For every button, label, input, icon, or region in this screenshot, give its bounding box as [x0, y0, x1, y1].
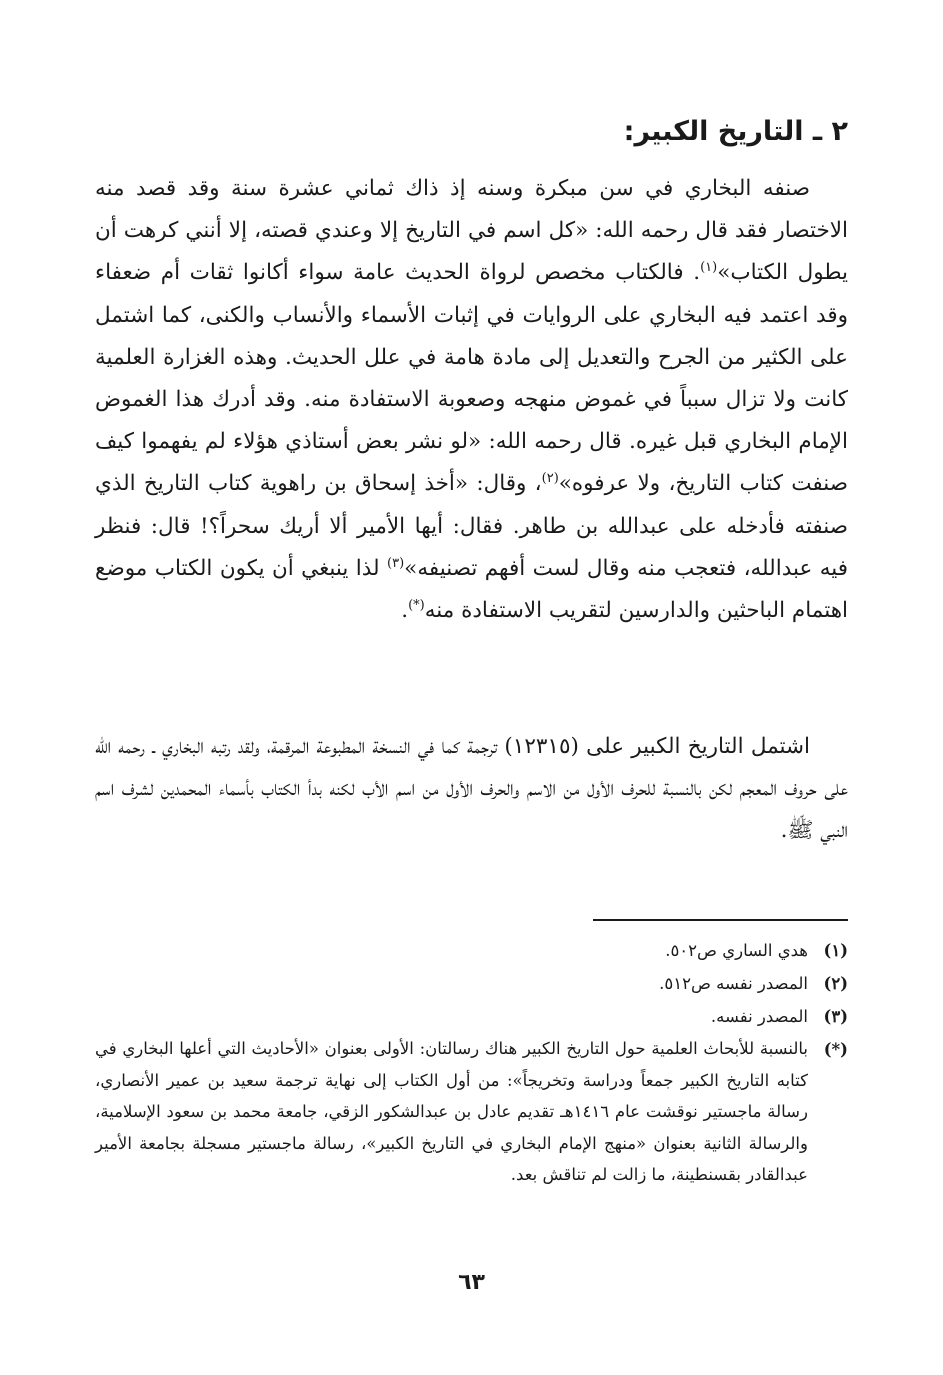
footnote-text: المصدر نفسه ص٥١٢.	[659, 974, 808, 993]
footnotes-list	[95, 934, 848, 1191]
paragraph-2: اشتمل التاريخ الكبير على (١٢٣١٥) ترجمة كما في النسخة المطبوعة المرقمة، ولقد رتبه البخاري ـ رحمه الله على حروف المعجم لكن بالنسبة للحرف الأول من الاسم والحرف الأول من اسم الأب لكنه بدأ الكتاب بأسماء المحمدين لشرف اسم النبي ﷺ.	[95, 734, 848, 844]
footnote-mark: (١)	[823, 941, 848, 960]
footnote-2	[95, 967, 848, 1000]
footnote-ref-3: (٣)	[387, 555, 405, 571]
footnote-3	[95, 1000, 848, 1033]
paragraph-1-part-2: . فالكتاب مخصص لرواة الحديث عامة سواء أكانوا ثقات أم ضعفاء وقد اعتمد فيه البخاري على الروايات في إثبات الأسماء والأنساب والكنى، كما اشتمل على الكثير من الجرح والتعديل إلى مادة هامة في علل الحديث. وهذه الغزارة العلمية كانت ولا تزال سبباً في غموض منهجه وصعوبة الاستفادة منه. وقد أدرك هذا الغموض الإمام البخاري قبل غيره. قال رحمه الله: «لو نشر بعض أستاذي هؤلاء لم يفهموا كيف صنفت كتاب التاريخ، ولا عرفوه»	[95, 260, 848, 497]
footnote-1	[95, 934, 848, 967]
page-number: ٦٣	[458, 1270, 485, 1295]
paragraph-1-part-4: لذا ينبغي أن يكون الكتاب موضع اهتمام الباحثين والدارسين لتقريب الاستفادة منه	[95, 555, 848, 624]
footnote-mark: (٣)	[823, 1007, 848, 1026]
paragraph-1-part-1: صنفه البخاري في سن مبكرة وسنه إذ ذاك ثماني عشرة سنة وقد قصد منه الاختصار فقد قال رحمه الله: «كل اسم في التاريخ إلا وعندي قصته، إلا أنني كرهت أن يطول الكتاب»	[95, 176, 848, 286]
footnote-star	[95, 1033, 848, 1191]
paragraph-1	[95, 168, 848, 632]
footnote-ref-1: (١)	[700, 260, 718, 276]
footnote-ref-star: (*)	[408, 597, 425, 613]
footnote-ref-2: (٢)	[541, 471, 559, 487]
footnote-text: المصدر نفسه.	[710, 1007, 808, 1026]
footnote-text: هدي الساري ص٥٠٢.	[665, 941, 808, 960]
footnote-separator	[593, 919, 848, 921]
footnote-mark: (*)	[823, 1040, 848, 1059]
section-heading: ٢ ـ التاريخ الكبير:	[623, 116, 848, 147]
footnote-mark: (٢)	[823, 974, 848, 993]
footnote-text: بالنسبة للأبحاث العلمية حول التاريخ الكبير هناك رسالتان: الأولى بعنوان «الأحاديث التي أعلها البخاري في كتابه التاريخ الكبير جمعاً ودراسة وتخريجاً»: من أول الكتاب إلى نهاية ترجمة سعيد بن عمير الأنصاري، رسالة ماجستير نوقشت عام ١٤١٦هـ تقديم عادل بن عبدالشكور الزقي، جامعة محمد بن سعود الإسلامية، والرسالة الثانية بعنوان «منهج الإمام البخاري في التاريخ الكبير»، رسالة ماجستير مسجلة بجامعة الأمير عبدالقادر بقسنطينة، ما زالت لم تناقش بعد.	[95, 1039, 808, 1184]
paragraph-1-part-3: ، وقال: «أخذ إسحاق بن راهوية كتاب التاريخ الذي صنفته فأدخله على عبدالله بن طاهر. فقال: أيها الأمير ألا أريك سحراً؟! قال: فنظر فيه عبدالله، فتعجب منه وقال لست أفهم تصنيفه»	[95, 471, 848, 581]
paragraph-1-part-5: .	[401, 598, 409, 624]
